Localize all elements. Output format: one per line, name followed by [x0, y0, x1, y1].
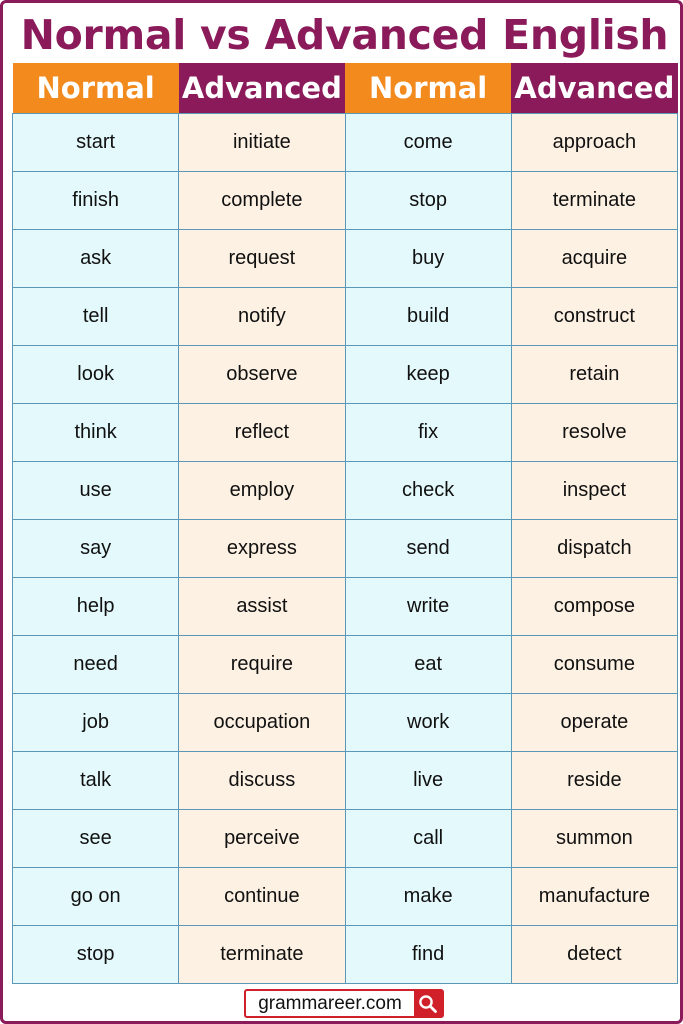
table-row [13, 229, 678, 287]
normal-word: help [13, 577, 179, 635]
table-row [13, 577, 678, 635]
advanced-word: terminate [511, 171, 677, 229]
normal-word: see [13, 809, 179, 867]
advanced-word: express [179, 519, 345, 577]
normal-word: fix [345, 403, 511, 461]
table-row [13, 171, 678, 229]
normal-word: stop [13, 925, 179, 983]
normal-word: check [345, 461, 511, 519]
advanced-word: request [179, 229, 345, 287]
table-row [13, 809, 678, 867]
header-row [13, 63, 678, 113]
word-table [12, 63, 678, 984]
normal-word: ask [13, 229, 179, 287]
normal-word: finish [13, 171, 179, 229]
advanced-word: acquire [511, 229, 677, 287]
normal-word: call [345, 809, 511, 867]
advanced-word: dispatch [511, 519, 677, 577]
normal-word: send [345, 519, 511, 577]
advanced-word: reflect [179, 403, 345, 461]
advanced-word: discuss [179, 751, 345, 809]
normal-word: look [13, 345, 179, 403]
advanced-word: occupation [179, 693, 345, 751]
advanced-word: employ [179, 461, 345, 519]
normal-word: eat [345, 635, 511, 693]
normal-word: write [345, 577, 511, 635]
normal-word: use [13, 461, 179, 519]
search-icon[interactable] [414, 991, 442, 1016]
advanced-word: detect [511, 925, 677, 983]
table-row [13, 519, 678, 577]
table-row [13, 345, 678, 403]
normal-word: work [345, 693, 511, 751]
normal-word: find [345, 925, 511, 983]
advanced-word: complete [179, 171, 345, 229]
normal-word: keep [345, 345, 511, 403]
site-badge[interactable] [244, 989, 444, 1018]
advanced-word: observe [179, 345, 345, 403]
normal-word: come [345, 113, 511, 171]
table-row [13, 751, 678, 809]
normal-word: stop [345, 171, 511, 229]
normal-word: tell [13, 287, 179, 345]
advanced-word: continue [179, 867, 345, 925]
advanced-word: initiate [179, 113, 345, 171]
normal-word: say [13, 519, 179, 577]
normal-word: job [13, 693, 179, 751]
table-row [13, 403, 678, 461]
normal-word: need [13, 635, 179, 693]
advanced-word: retain [511, 345, 677, 403]
table-row [13, 693, 678, 751]
table-row [13, 635, 678, 693]
table-row [13, 925, 678, 983]
advanced-word: assist [179, 577, 345, 635]
advanced-word: operate [511, 693, 677, 751]
table-body [13, 113, 678, 983]
site-url: grammareer.com [258, 993, 402, 1014]
advanced-word: construct [511, 287, 677, 345]
normal-word: build [345, 287, 511, 345]
normal-word: think [13, 403, 179, 461]
header-advanced-1: Advanced [179, 63, 345, 113]
normal-word: talk [13, 751, 179, 809]
advanced-word: resolve [511, 403, 677, 461]
normal-word: live [345, 751, 511, 809]
table-row [13, 867, 678, 925]
normal-word: make [345, 867, 511, 925]
advanced-word: inspect [511, 461, 677, 519]
header-normal-2: Normal [345, 63, 511, 113]
advanced-word: approach [511, 113, 677, 171]
advanced-word: require [179, 635, 345, 693]
page-title: Normal vs Advanced English [20, 11, 669, 59]
normal-word: go on [13, 867, 179, 925]
table-row [13, 287, 678, 345]
advanced-word: summon [511, 809, 677, 867]
advanced-word: perceive [179, 809, 345, 867]
header-advanced-2: Advanced [511, 63, 677, 113]
normal-word: buy [345, 229, 511, 287]
table-row [13, 461, 678, 519]
advanced-word: consume [511, 635, 677, 693]
header-normal-1: Normal [13, 63, 179, 113]
advanced-word: compose [511, 577, 677, 635]
advanced-word: notify [179, 287, 345, 345]
advanced-word: terminate [179, 925, 345, 983]
advanced-word: manufacture [511, 867, 677, 925]
advanced-word: reside [511, 751, 677, 809]
table-row [13, 113, 678, 171]
normal-word: start [13, 113, 179, 171]
